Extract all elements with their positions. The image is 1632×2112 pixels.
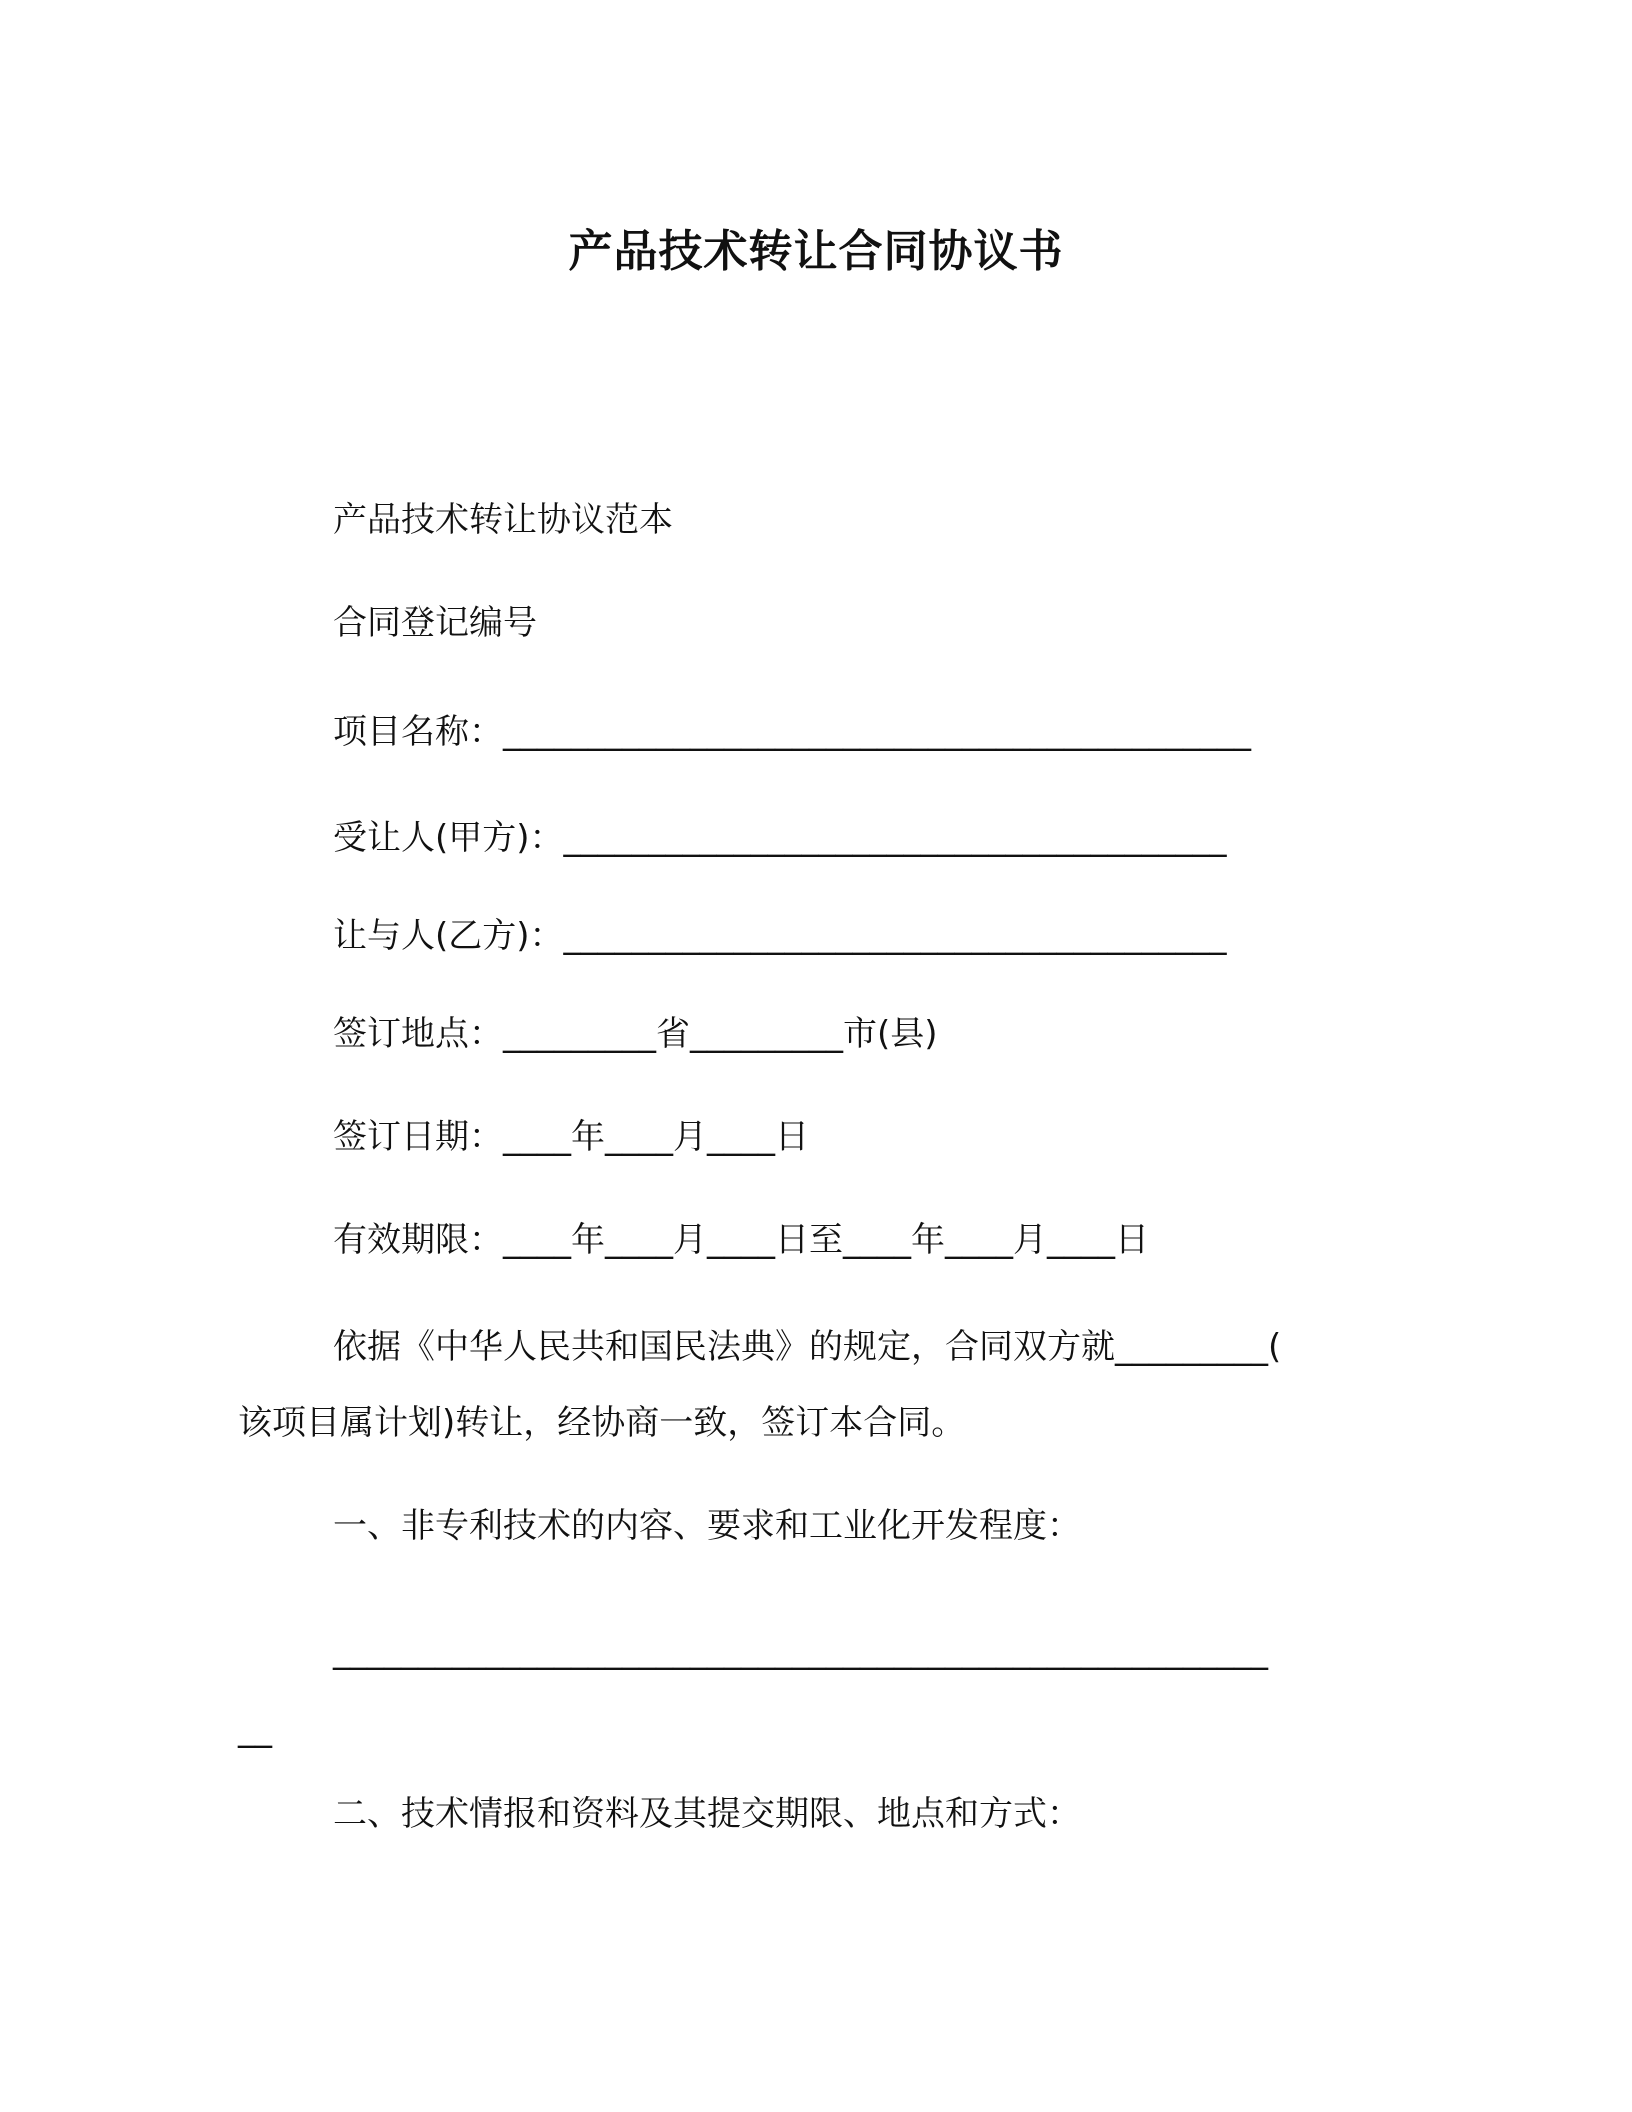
section-one-blank-line-continuation: __ [238, 1709, 272, 1749]
registration-number-line: 合同登记编号 [333, 603, 537, 643]
section-two-heading: 二、技术情报和资料及其提交期限、地点和方式： [333, 1794, 1081, 1834]
project-name-line: 项目名称：____________________________________________ [333, 712, 1251, 752]
document-title: 产品技术转让合同协议书 [568, 226, 1064, 277]
party-b-line: 让与人(乙方)：_______________________________________ [333, 916, 1227, 956]
signing-date-line: 签订日期：____年____月____日 [333, 1117, 809, 1157]
basis-paragraph-line-2: 该项目属计划)转让，经协商一致，签订本合同。 [238, 1403, 966, 1443]
section-one-heading: 一、非专利技术的内容、要求和工业化开发程度： [333, 1506, 1081, 1546]
party-a-line: 受让人(甲方)：_______________________________________ [333, 818, 1227, 858]
signing-place-line: 签订地点：_________省_________市(县) [333, 1014, 938, 1054]
basis-paragraph-line-1: 依据《中华人民共和国民法典》的规定，合同双方就_________( [333, 1327, 1282, 1367]
subtitle-line: 产品技术转让协议范本 [333, 500, 673, 540]
validity-period-line: 有效期限：____年____月____日至____年____月____日 [333, 1220, 1149, 1260]
section-one-blank-line: _______________________________________________________ [333, 1631, 1268, 1671]
